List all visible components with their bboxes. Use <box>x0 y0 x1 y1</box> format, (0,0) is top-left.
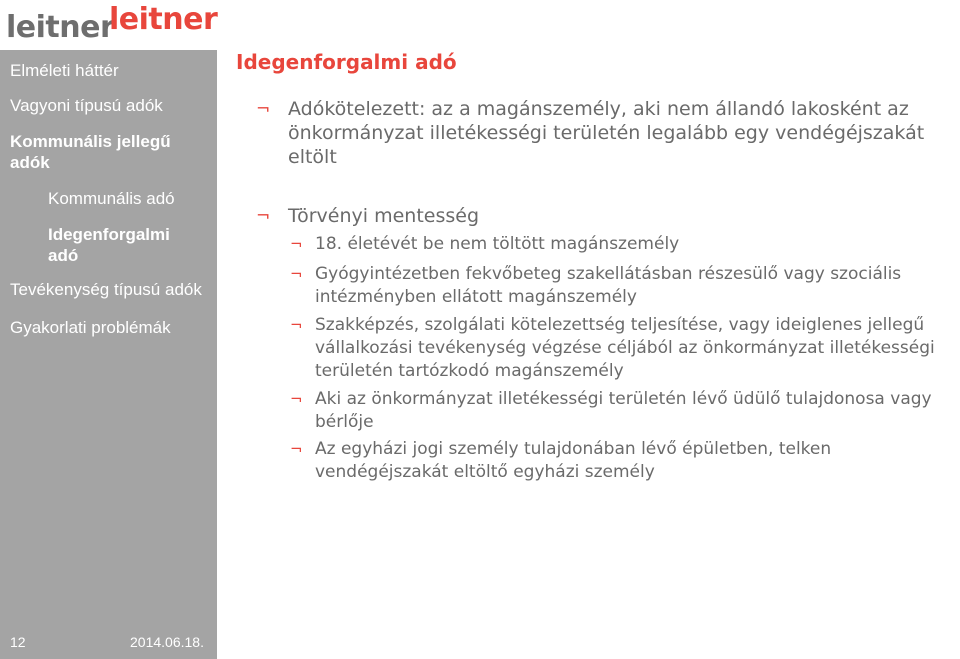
sidebar-item-elmeleti-hatter[interactable]: Elméleti háttér <box>10 61 119 80</box>
bullet-mark-icon: ¬ <box>256 206 271 226</box>
bullet-mark-icon: ¬ <box>290 235 303 253</box>
sub-bullet-text: Gyógyintézetben fekvőbeteg szakellátásban részesülő vagy szociális intézményben ellátott magánszemély <box>315 264 902 307</box>
bullet-mark-icon: ¬ <box>290 316 303 334</box>
sidebar-item-kommunalis-ado[interactable]: Kommunális adó <box>48 189 175 208</box>
sub-bullet-text: Szakképzés, szolgálati kötelezettség teljesítése, vagy ideiglenes jellegű vállalkozási tevékenység végzése céljából az önkormányzat illetékességi területén tartózkodó magánszemély <box>315 315 935 381</box>
page-title: Idegenforgalmi adó <box>236 50 457 74</box>
logo-text-gray: leitner <box>6 10 115 45</box>
bullet-item <box>256 204 946 228</box>
sidebar-item-idegenforgalmi-ado[interactable]: Idegenforgalmi adó <box>48 225 170 265</box>
sidebar-item-tevekenyseg-tipusu-adok[interactable]: Tevékenység típusú adók <box>10 280 202 299</box>
bullet-mark-icon: ¬ <box>290 440 303 458</box>
logo-text-red: leitner <box>109 2 218 37</box>
bullet-mark-icon: ¬ <box>256 99 271 119</box>
bullet-text: Törvényi mentesség <box>288 205 480 227</box>
sub-bullet-item <box>290 263 910 309</box>
sub-bullet-text: Aki az önkormányzat illetékességi területén lévő üdülő tulajdonosa vagy bérlője <box>315 389 932 432</box>
bullet-item <box>256 97 946 169</box>
sub-bullet-item <box>290 314 955 383</box>
sidebar <box>0 50 217 659</box>
sub-bullet-item <box>290 438 930 484</box>
bullet-mark-icon: ¬ <box>290 265 303 283</box>
sub-bullet-item <box>290 233 955 256</box>
sidebar-item-vagyoni-tipusu-adok[interactable]: Vagyoni típusú adók <box>10 96 163 115</box>
page-number: 12 <box>10 634 26 650</box>
slide-date: 2014.06.18. <box>130 634 204 650</box>
sidebar-item-gyakorlati-problemak[interactable]: Gyakorlati problémák <box>10 318 171 337</box>
bullet-mark-icon: ¬ <box>290 390 303 408</box>
sub-bullet-text: 18. életévét be nem töltött magánszemély <box>315 234 680 254</box>
sub-bullet-text: Az egyházi jogi személy tulajdonában lévő épületben, telken vendégéjszakát eltöltő egyházi személy <box>315 439 832 482</box>
sidebar-item-kommunalis-jellegu-adok[interactable]: Kommunális jellegű adók <box>10 132 171 172</box>
bullet-text: Adókötelezett: az a magánszemély, aki nem állandó lakosként az önkormányzat illetékességi területén legalább egy vendégéjszakát eltölt <box>288 98 925 168</box>
sub-bullet-item <box>290 388 958 434</box>
